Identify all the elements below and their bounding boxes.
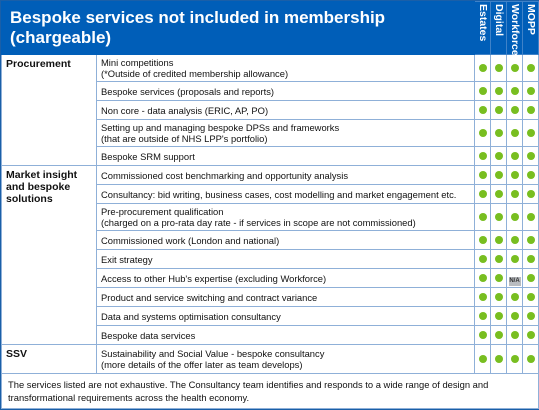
- service-name: [97, 269, 475, 288]
- table-row: [2, 166, 539, 185]
- available-dot-icon: [511, 106, 519, 114]
- service-name: [97, 345, 475, 374]
- column-header-workforce: [507, 2, 523, 55]
- availability-cell: [475, 269, 491, 288]
- available-dot-icon: [511, 190, 519, 198]
- table-title: Bespoke services not included in membership (chargeable): [2, 2, 475, 55]
- service-name: [97, 185, 475, 204]
- availability-cell: [507, 269, 523, 288]
- availability-cell: [523, 231, 539, 250]
- available-dot-icon: [527, 236, 535, 244]
- available-dot-icon: [527, 106, 535, 114]
- availability-cell: [475, 345, 491, 374]
- availability-cell: [523, 288, 539, 307]
- available-dot-icon: [511, 312, 519, 320]
- available-dot-icon: [495, 236, 503, 244]
- available-dot-icon: [495, 152, 503, 160]
- available-dot-icon: [495, 106, 503, 114]
- available-dot-icon: [511, 355, 519, 363]
- available-dot-icon: [527, 355, 535, 363]
- availability-cell: [523, 101, 539, 120]
- column-header-workforce-label: Workforce: [509, 4, 521, 56]
- available-dot-icon: [511, 171, 519, 179]
- availability-cell: [475, 326, 491, 345]
- available-dot-icon: [527, 171, 535, 179]
- available-dot-icon: [527, 64, 535, 72]
- available-dot-icon: [511, 64, 519, 72]
- availability-cell: [523, 307, 539, 326]
- service-name: [97, 120, 475, 147]
- column-header-estates-label: Estates: [477, 4, 489, 42]
- availability-cell: [475, 120, 491, 147]
- service-line-1: Consultancy: bid writing, business cases, cost modelling and market engagement etc.: [101, 188, 457, 200]
- availability-cell: [507, 185, 523, 204]
- service-name: [97, 250, 475, 269]
- available-dot-icon: [527, 293, 535, 301]
- available-dot-icon: [479, 255, 487, 263]
- available-dot-icon: [495, 129, 503, 137]
- available-dot-icon: [479, 64, 487, 72]
- availability-cell: [523, 250, 539, 269]
- available-dot-icon: [527, 129, 535, 137]
- available-dot-icon: [511, 152, 519, 160]
- available-dot-icon: [527, 87, 535, 95]
- available-dot-icon: [479, 236, 487, 244]
- availability-cell: [475, 55, 491, 82]
- available-dot-icon: [511, 129, 519, 137]
- availability-cell: [507, 101, 523, 120]
- available-dot-icon: [495, 64, 503, 72]
- service-line-1: Setting up and managing bespoke DPSs and frameworks: [101, 122, 340, 133]
- availability-cell: [507, 326, 523, 345]
- service-name: [97, 326, 475, 345]
- availability-cell: [491, 82, 507, 101]
- availability-cell: [491, 269, 507, 288]
- available-dot-icon: [511, 255, 519, 263]
- available-dot-icon: [479, 293, 487, 301]
- available-dot-icon: [495, 355, 503, 363]
- availability-cell: [491, 250, 507, 269]
- available-dot-icon: [495, 293, 503, 301]
- availability-cell: [491, 55, 507, 82]
- availability-cell: [507, 288, 523, 307]
- availability-cell: [507, 250, 523, 269]
- service-line-1: Exit strategy: [101, 253, 153, 265]
- availability-cell: [475, 82, 491, 101]
- available-dot-icon: [479, 129, 487, 137]
- availability-cell: [475, 250, 491, 269]
- availability-cell: [523, 326, 539, 345]
- availability-cell: [475, 166, 491, 185]
- service-name: [97, 231, 475, 250]
- availability-cell: [475, 185, 491, 204]
- availability-cell: [491, 185, 507, 204]
- available-dot-icon: [479, 213, 487, 221]
- service-line-2: (*Outside of credited membership allowance): [101, 68, 289, 79]
- section-label: SSV: [2, 345, 97, 374]
- service-line-1: Sustainability and Social Value - bespoke consultancy: [101, 348, 325, 359]
- available-dot-icon: [479, 274, 487, 282]
- service-line-1: Commissioned work (London and national): [101, 234, 280, 246]
- available-dot-icon: [479, 355, 487, 363]
- service-name: [97, 82, 475, 101]
- table-row: [2, 55, 539, 82]
- service-line-1: Mini competitions: [101, 57, 174, 68]
- availability-cell: [491, 120, 507, 147]
- service-line-1: Bespoke services (proposals and reports): [101, 85, 274, 97]
- column-header-estates: [475, 2, 491, 55]
- available-dot-icon: [495, 213, 503, 221]
- available-dot-icon: [479, 152, 487, 160]
- service-name: [97, 166, 475, 185]
- available-dot-icon: [511, 331, 519, 339]
- availability-cell: [475, 101, 491, 120]
- available-dot-icon: [527, 213, 535, 221]
- column-header-mopp: [523, 2, 539, 55]
- service-line-1: Access to other Hub's expertise (excluding Workforce): [101, 272, 327, 284]
- availability-cell: [491, 326, 507, 345]
- available-dot-icon: [479, 171, 487, 179]
- available-dot-icon: [495, 171, 503, 179]
- availability-cell: [491, 231, 507, 250]
- service-name: [97, 288, 475, 307]
- availability-cell: [491, 345, 507, 374]
- available-dot-icon: [527, 274, 535, 282]
- availability-cell: [491, 101, 507, 120]
- availability-cell: [507, 120, 523, 147]
- service-line-2: (more details of the offer later as team develops): [101, 359, 303, 370]
- available-dot-icon: [479, 331, 487, 339]
- availability-cell: [523, 55, 539, 82]
- column-header-digital: [491, 2, 507, 55]
- not-applicable-badge: N/A: [509, 278, 520, 284]
- availability-cell: [507, 147, 523, 166]
- availability-cell: [507, 166, 523, 185]
- table-body: [2, 55, 539, 374]
- availability-cell: [523, 345, 539, 374]
- availability-cell: [475, 231, 491, 250]
- column-header-digital-label: Digital: [493, 4, 505, 37]
- service-line-2: (charged on a pro-rata day rate - if services in scope are not commissioned): [101, 217, 416, 228]
- service-line-1: Data and systems optimisation consultancy: [101, 310, 281, 322]
- availability-cell: [507, 82, 523, 101]
- availability-cell: [523, 120, 539, 147]
- available-dot-icon: [479, 312, 487, 320]
- availability-cell: [475, 288, 491, 307]
- service-line-1: Pre-procurement qualification: [101, 206, 224, 217]
- service-name: [97, 55, 475, 82]
- availability-cell: [523, 269, 539, 288]
- available-dot-icon: [511, 87, 519, 95]
- availability-cell: [475, 307, 491, 326]
- availability-cell: [475, 147, 491, 166]
- service-name: [97, 147, 475, 166]
- availability-cell: [491, 204, 507, 231]
- availability-cell: [523, 204, 539, 231]
- availability-cell: [523, 185, 539, 204]
- available-dot-icon: [527, 190, 535, 198]
- available-dot-icon: [527, 331, 535, 339]
- availability-cell: [507, 307, 523, 326]
- availability-cell: [523, 82, 539, 101]
- available-dot-icon: [527, 255, 535, 263]
- section-label: Market insight and bespoke solutions: [2, 166, 97, 345]
- availability-cell: [523, 147, 539, 166]
- service-line-1: Bespoke data services: [101, 329, 196, 341]
- available-dot-icon: [495, 274, 503, 282]
- available-dot-icon: [479, 106, 487, 114]
- available-dot-icon: [495, 87, 503, 95]
- availability-cell: [491, 288, 507, 307]
- availability-cell: [491, 307, 507, 326]
- service-line-1: Commissioned cost benchmarking and opportunity analysis: [101, 169, 349, 181]
- availability-cell: [491, 166, 507, 185]
- available-dot-icon: [511, 213, 519, 221]
- available-dot-icon: [495, 190, 503, 198]
- footer-note: The services listed are not exhaustive. The Consultancy team identifies and responds to a wide range of design and transformational requirements across the health economy.: [2, 374, 539, 409]
- availability-cell: [507, 231, 523, 250]
- availability-cell: [507, 345, 523, 374]
- available-dot-icon: [511, 293, 519, 301]
- available-dot-icon: [479, 190, 487, 198]
- service-name: [97, 204, 475, 231]
- availability-cell: [507, 55, 523, 82]
- service-line-2: (that are outside of NHS LPP's portfolio): [101, 133, 268, 144]
- service-line-1: Product and service switching and contract variance: [101, 291, 318, 303]
- available-dot-icon: [479, 87, 487, 95]
- service-line-1: Non core - data analysis (ERIC, AP, PO): [101, 104, 269, 116]
- available-dot-icon: [527, 312, 535, 320]
- available-dot-icon: [495, 312, 503, 320]
- section-label: Procurement: [2, 55, 97, 166]
- service-name: [97, 307, 475, 326]
- availability-cell: [523, 166, 539, 185]
- available-dot-icon: [495, 331, 503, 339]
- available-dot-icon: [511, 236, 519, 244]
- availability-cell: [475, 204, 491, 231]
- available-dot-icon: [527, 152, 535, 160]
- column-header-mopp-label: MOPP: [525, 4, 537, 35]
- availability-cell: [507, 204, 523, 231]
- available-dot-icon: [495, 255, 503, 263]
- service-name: [97, 101, 475, 120]
- services-table: [1, 1, 539, 409]
- service-line-1: Bespoke SRM support: [101, 150, 195, 162]
- table-row: [2, 345, 539, 374]
- availability-cell: [491, 147, 507, 166]
